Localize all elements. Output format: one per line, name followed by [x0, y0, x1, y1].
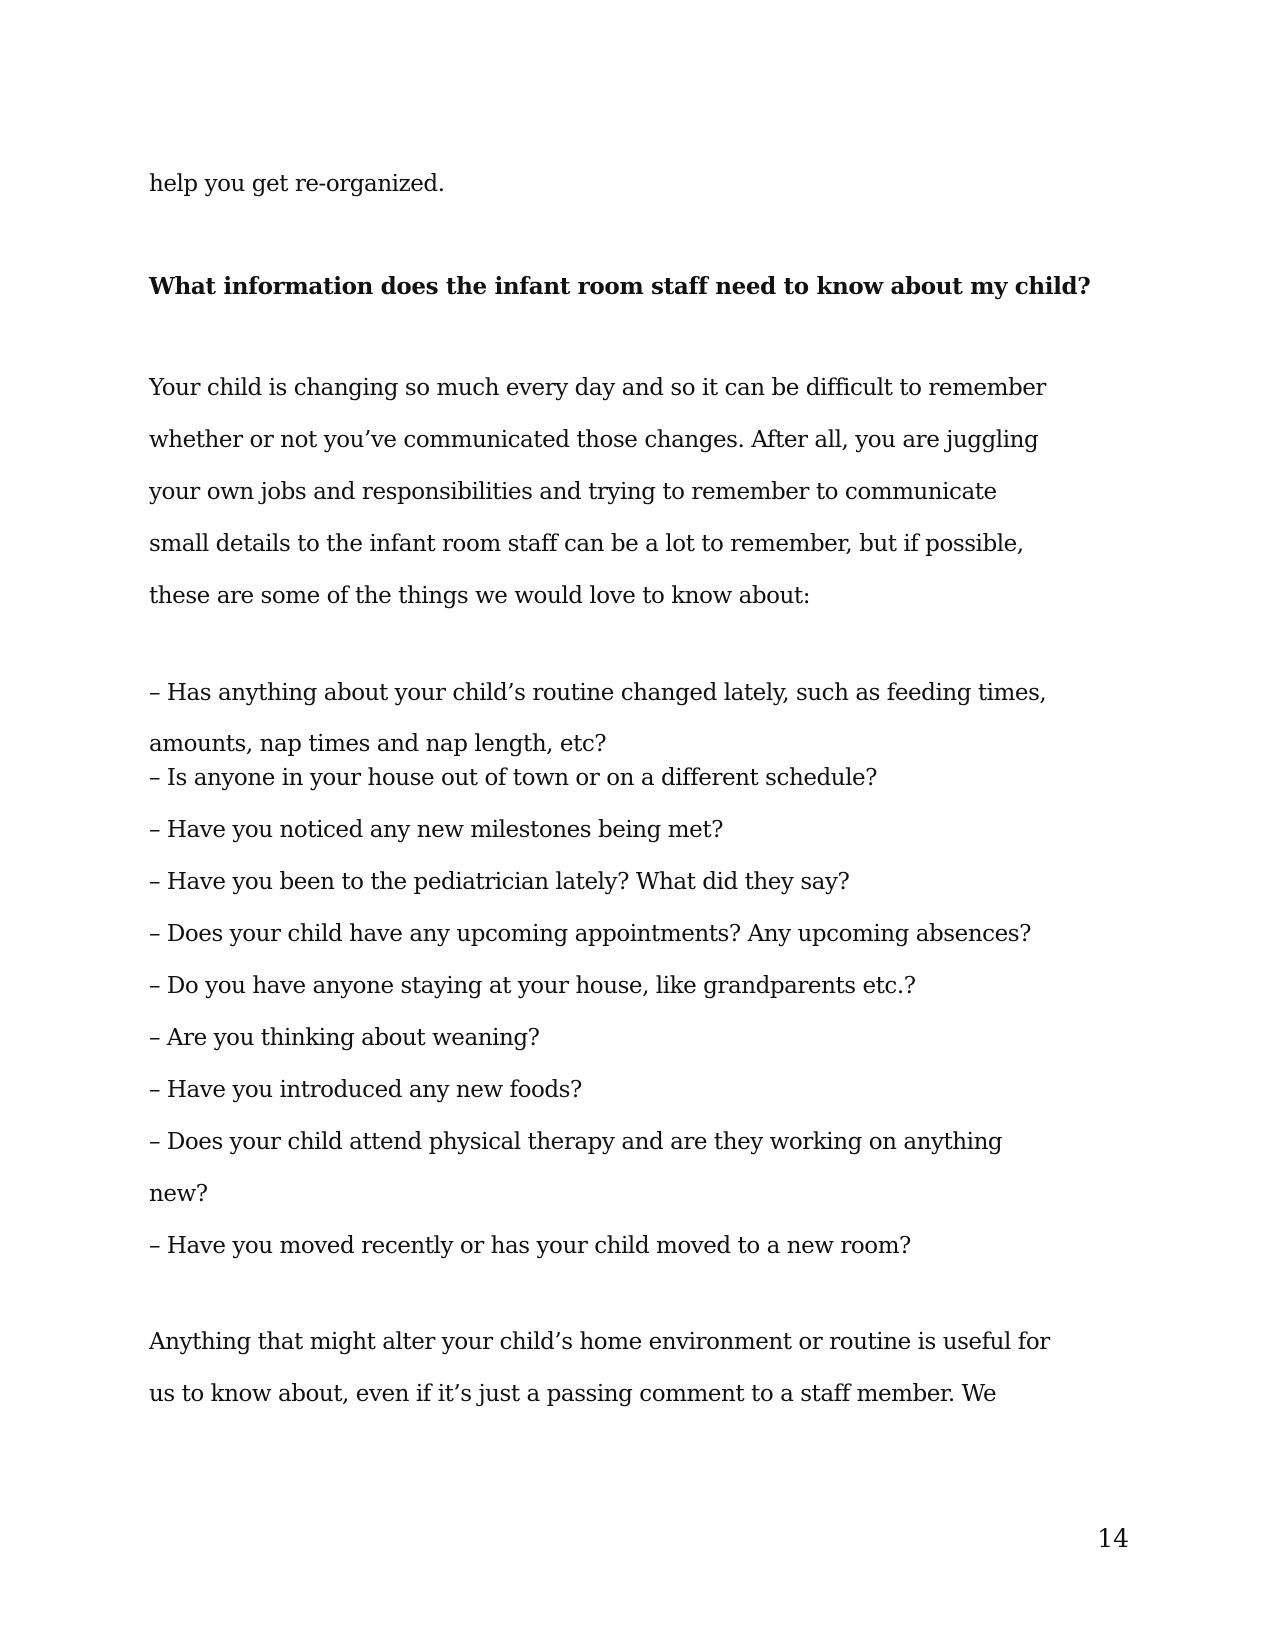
question-line: – Have you noticed any new milestones being met?: [149, 817, 723, 843]
paragraph-line: your own jobs and responsibilities and trying to remember to communicate: [149, 479, 997, 505]
question-line: – Is anyone in your house out of town or on a different schedule?: [149, 765, 878, 791]
question-line: – Are you thinking about weaning?: [149, 1025, 540, 1051]
intro-fragment: help you get re-organized.: [149, 171, 445, 197]
question-line: – Have you introduced any new foods?: [149, 1077, 582, 1103]
question-line: – Does your child have any upcoming appointments? Any upcoming absences?: [149, 921, 1032, 947]
paragraph-line: us to know about, even if it’s just a passing comment to a staff member. We: [149, 1381, 997, 1407]
question-line: – Have you been to the pediatrician lately? What did they say?: [149, 869, 850, 895]
paragraph-line: Your child is changing so much every day and so it can be difficult to remember: [149, 375, 1046, 401]
paragraph-line: Anything that might alter your child’s home environment or routine is useful for: [149, 1329, 1050, 1355]
question-line: amounts, nap times and nap length, etc?: [149, 731, 607, 757]
paragraph-line: whether or not you’ve communicated those changes. After all, you are juggling: [149, 427, 1039, 453]
question-line: – Do you have anyone staying at your house, like grandparents etc.?: [149, 973, 916, 999]
question-line: new?: [149, 1181, 208, 1207]
paragraph-line: small details to the infant room staff can be a lot to remember, but if possible,: [149, 531, 1024, 557]
question-line: – Has anything about your child’s routine changed lately, such as feeding times,: [149, 680, 1047, 706]
question-line: – Does your child attend physical therapy and are they working on anything: [149, 1129, 1003, 1155]
paragraph-line: these are some of the things we would love to know about:: [149, 583, 811, 609]
question-line: – Have you moved recently or has your child moved to a new room?: [149, 1233, 911, 1259]
page-number: 14: [1097, 1524, 1129, 1553]
section-heading: What information does the infant room staff need to know about my child?: [149, 273, 1091, 300]
